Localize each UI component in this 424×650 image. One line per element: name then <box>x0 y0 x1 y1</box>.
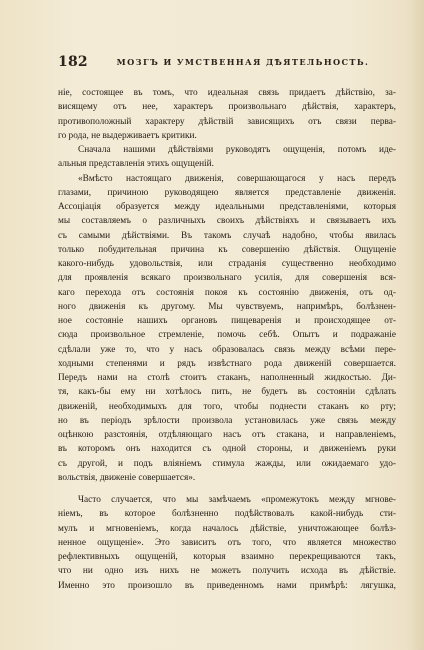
text-line: Именно это произошло въ приведенномъ нами примѣрѣ: лягушка, <box>58 580 396 591</box>
text-line: Часто случается, что мы замѣчаемъ «промежутокъ между мгнове- <box>78 495 396 505</box>
text-line: ніе, состоящее въ томъ, что идеальная связь придаетъ дѣйствію, за- <box>58 88 396 98</box>
body-text <box>58 86 396 618</box>
text-line: ходными степенями и рядъ извѣстнаго рода движеній совершается. <box>58 358 396 369</box>
text-line: Сначала нашими дѣйствіями руководятъ ощущенія, потомъ иде- <box>78 145 396 155</box>
text-line: «Вмѣсто настоящаго движенія, совершающагося у насъ передъ <box>78 173 396 184</box>
text-line: го рода, не выдерживаетъ критики. <box>58 130 197 141</box>
text-line: оцѣнкою разстоянія, отдѣляющаго насъ отъ стакана, и направленіемъ, <box>58 430 396 440</box>
text-line: ніемъ, въ которое болѣзненно подѣйствовалъ какой-нибудь сти- <box>58 509 396 520</box>
text-line: для проявленія всякаго произвольнаго усилія, для совершенія вся- <box>58 273 396 284</box>
text-line: рефлективныхъ ощущеній, которыя взаимно перекрещиваются такъ, <box>58 552 396 562</box>
paragraph <box>58 172 396 486</box>
page-number: 182 <box>58 54 88 70</box>
text-line: каго перехода отъ состоянія покоя къ состоянію движенія, отъ од- <box>58 287 396 298</box>
text-line: Ассоціація образуется между идеальными представленіями, которыя <box>58 202 396 212</box>
text-line: ное состояніе нашихъ органовъ пищеваренія и происходящее от- <box>58 316 396 326</box>
text-line: висящему отъ нее, характеръ произвольнаго дѣйствія, характеръ, <box>58 102 396 113</box>
text-line: ного движенія къ другому. Мы чувствуемъ, напримѣръ, болѣзнен- <box>58 301 396 312</box>
text-line: что ни одно изъ нихъ не можетъ получить исхода въ дѣйствіе. <box>58 566 396 577</box>
text-line: мы составляемъ о различныхъ своихъ дѣйствіяхъ и связываетъ ихъ <box>58 216 396 227</box>
text-line: сдѣлали уже то, что у насъ образовалась связь между всѣми пере- <box>58 344 396 355</box>
paragraph <box>58 493 396 593</box>
text-line: съ самыми дѣйствіями. Въ такомъ случаѣ надобно, чтобы явилась <box>58 230 396 241</box>
text-line: вольствія, движеніе совершается». <box>58 472 196 483</box>
paragraph-gap <box>58 485 396 493</box>
text-line: движеній, необходимыхъ для того, чтобы поднести стаканъ ко рту; <box>58 401 396 412</box>
running-title: МОЗГЪ И УМСТВЕННАЯ ДѢЯТЕЛЬНОСТЬ. <box>116 57 370 67</box>
text-line: мулъ и мгновеніемъ, когда началось дѣйствіе, уничтожающее болѣз- <box>58 523 396 534</box>
text-line: только побудительная причина къ совершенію дѣйствія. Ощущеніе <box>58 244 396 255</box>
text-line: ненное ощущеніе». Это зависитъ отъ того, что является множество <box>58 537 396 548</box>
page-edge-shadow <box>406 0 424 650</box>
text-line: альныя представленія этихъ ощущеній. <box>58 159 214 170</box>
text-line: какого-нибудь удовольствія, или страданія существенно необходимо <box>58 259 396 269</box>
text-line: глазами, причиною руководящею является представленіе движенія. <box>58 187 396 198</box>
text-line: но въ періодъ зрѣлости произвола установилась уже связь между <box>58 415 396 426</box>
paragraph <box>58 86 396 143</box>
page-header <box>58 54 388 72</box>
text-line: въ которомъ онъ находится съ одной стороны, и движеніемъ руки <box>58 444 396 455</box>
text-line: Передъ нами на столѣ стоитъ стаканъ, наполненный жидкостью. Ди- <box>58 373 396 383</box>
paragraph <box>58 143 396 172</box>
text-line: сюда произвольное стремленіе, помочь себѣ. Опытъ и подражаніе <box>58 330 396 341</box>
text-line: противоположный характеру дѣйствій зависящихъ отъ связи перва- <box>58 116 396 127</box>
text-line: съ другой, и подъ вліяніемъ стимула жажды, или ожидаемаго удо- <box>58 458 396 469</box>
text-line: тя, какъ-бы ему ни хотѣлось пить, не будетъ въ состояніи сдѣлать <box>58 387 396 398</box>
